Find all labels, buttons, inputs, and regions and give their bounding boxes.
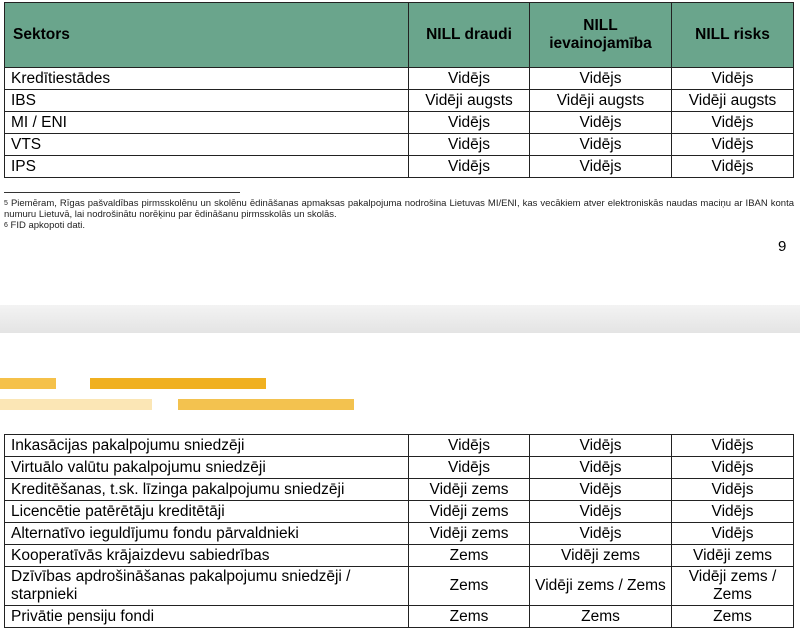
sector-cell: Kredītiestādes <box>5 68 409 90</box>
sector-risk-table <box>4 2 794 178</box>
header-vuln-line2: ievainojamība <box>549 35 652 52</box>
table-row <box>5 501 794 523</box>
page-separator <box>0 305 800 333</box>
vulnerability-cell: Vidējs <box>530 156 672 178</box>
threat-cell: Vidēji augsts <box>409 90 530 112</box>
risk-cell: Vidējs <box>672 134 794 156</box>
sector-cell: Licencētie patērētāju kreditētāji <box>5 501 409 523</box>
threat-cell: Vidējs <box>409 68 530 90</box>
table-row <box>5 156 794 178</box>
vulnerability-cell: Vidējs <box>530 479 672 501</box>
header-nill-draudi: NILL draudi <box>409 3 530 68</box>
risk-cell: Vidējs <box>672 112 794 134</box>
header-nill-risks: NILL risks <box>672 3 794 68</box>
risk-cell: Vidēji zems <box>672 545 794 567</box>
threat-cell: Zems <box>409 545 530 567</box>
footnote-5-text: Piemēram, Rīgas pašvaldības pirmsskolēnu un skolēnu ēdināšanas apmaksas pakalpojuma nodrošina Lietuvas MI/ENI, kas vecākiem atver elektroniskās naudas maciņu ar IBAN konta numuru Lietuvā, lai nodrošinātu norēķinu par ēdināšanu pirmsskolās un skolās. <box>4 198 795 220</box>
footnote-6 <box>4 220 794 231</box>
table-row <box>5 68 794 90</box>
threat-cell: Zems <box>409 567 530 606</box>
vulnerability-cell: Vidējs <box>530 523 672 545</box>
sector-cell: VTS <box>5 134 409 156</box>
sector-cell: Inkasācijas pakalpojumu sniedzēji <box>5 435 409 457</box>
table-row <box>5 606 794 628</box>
table-row <box>5 457 794 479</box>
decorative-bar <box>0 399 152 410</box>
vulnerability-cell: Vidējs <box>530 501 672 523</box>
risk-cell: Vidēji zems / Zems <box>672 567 794 606</box>
sector-cell: Alternatīvo ieguldījumu fondu pārvaldnieki <box>5 523 409 545</box>
page-number: 9 <box>778 238 787 255</box>
footnote-6-text: FID apkopoti dati. <box>10 220 86 231</box>
threat-cell: Vidējs <box>409 156 530 178</box>
table-row <box>5 435 794 457</box>
risk-cell: Vidējs <box>672 479 794 501</box>
vulnerability-cell: Zems <box>530 606 672 628</box>
sector-cell: MI / ENI <box>5 112 409 134</box>
risk-cell: Vidēji augsts <box>672 90 794 112</box>
vulnerability-cell: Vidēji zems / Zems <box>530 567 672 606</box>
sector-cell: Dzīvības apdrošināšanas pakalpojumu sniedzēji / starpnieki <box>5 567 409 606</box>
vulnerability-cell: Vidējs <box>530 134 672 156</box>
decorative-bar <box>178 399 354 410</box>
vulnerability-cell: Vidēji zems <box>530 545 672 567</box>
sector-cell: Kooperatīvās krājaizdevu sabiedrības <box>5 545 409 567</box>
vulnerability-cell: Vidēji augsts <box>530 90 672 112</box>
table-row <box>5 567 794 606</box>
sector-cell: IPS <box>5 156 409 178</box>
sector-cell: Privātie pensiju fondi <box>5 606 409 628</box>
footnotes <box>4 198 794 231</box>
threat-cell: Vidējs <box>409 435 530 457</box>
threat-cell: Zems <box>409 606 530 628</box>
sector-risk-table-continued <box>4 434 794 628</box>
risk-cell: Vidējs <box>672 501 794 523</box>
footnote-separator <box>4 192 240 193</box>
table-row <box>5 112 794 134</box>
vulnerability-cell: Vidējs <box>530 68 672 90</box>
risk-cell: Vidējs <box>672 523 794 545</box>
vulnerability-cell: Vidējs <box>530 112 672 134</box>
sector-cell: Virtuālo valūtu pakalpojumu sniedzēji <box>5 457 409 479</box>
footnote-5 <box>4 198 794 220</box>
table-row <box>5 545 794 567</box>
header-sektors: Sektors <box>5 3 409 68</box>
footnote-6-number: 6 <box>4 222 8 229</box>
sector-cell: IBS <box>5 90 409 112</box>
table-row <box>5 479 794 501</box>
risk-cell: Vidējs <box>672 68 794 90</box>
threat-cell: Vidējs <box>409 134 530 156</box>
header-nill-ievainojamiba <box>530 3 672 68</box>
table-header-row <box>5 3 794 68</box>
threat-cell: Vidējs <box>409 457 530 479</box>
vulnerability-cell: Vidējs <box>530 435 672 457</box>
risk-cell: Vidējs <box>672 435 794 457</box>
page-9 <box>0 0 800 305</box>
risk-cell: Vidējs <box>672 457 794 479</box>
vulnerability-cell: Vidējs <box>530 457 672 479</box>
threat-cell: Vidēji zems <box>409 523 530 545</box>
risk-cell: Vidējs <box>672 156 794 178</box>
table-row <box>5 134 794 156</box>
threat-cell: Vidēji zems <box>409 501 530 523</box>
threat-cell: Vidējs <box>409 112 530 134</box>
decorative-bar <box>0 378 56 389</box>
sector-cell: Kreditēšanas, t.sk. līzinga pakalpojumu sniedzēji <box>5 479 409 501</box>
table-row <box>5 90 794 112</box>
header-vuln-line1: NILL <box>583 17 618 34</box>
footnote-5-number: 5 <box>4 200 8 207</box>
risk-cell: Zems <box>672 606 794 628</box>
decorative-bar <box>90 378 266 389</box>
threat-cell: Vidēji zems <box>409 479 530 501</box>
table-row <box>5 523 794 545</box>
